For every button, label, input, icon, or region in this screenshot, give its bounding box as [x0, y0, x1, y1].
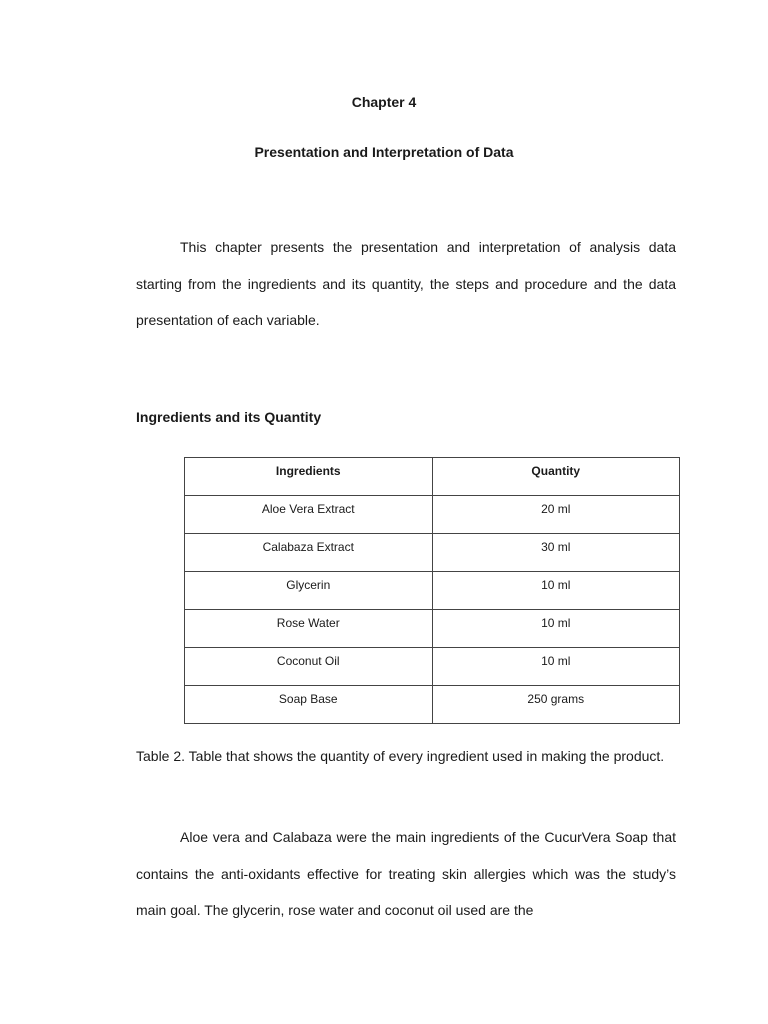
section-heading: Ingredients and its Quantity: [136, 409, 322, 425]
table-row: [185, 648, 680, 686]
table-row: [185, 534, 680, 572]
table-header-row: [185, 458, 680, 496]
ingredient-cell: Calabaza Extract: [185, 534, 433, 572]
quantity-cell: 10 ml: [432, 610, 679, 648]
quantity-cell: 250 grams: [432, 686, 679, 724]
table-row: [185, 496, 680, 534]
ingredients-table: [184, 457, 680, 724]
table-row: [185, 610, 680, 648]
quantity-cell: 20 ml: [432, 496, 679, 534]
table-row: [185, 572, 680, 610]
ingredient-cell: Coconut Oil: [185, 648, 433, 686]
ingredient-cell: Soap Base: [185, 686, 433, 724]
column-header-quantity: Quantity: [432, 458, 679, 496]
body-paragraph: Aloe vera and Calabaza were the main ingredients of the CucurVera Soap that contains the anti-oxidants effective for treating skin allergies which was the study’s main goal. The glycerin, rose water and coconut oil used are the: [136, 829, 676, 918]
ingredient-cell: Rose Water: [185, 610, 433, 648]
quantity-cell: 10 ml: [432, 572, 679, 610]
quantity-cell: 10 ml: [432, 648, 679, 686]
quantity-cell: 30 ml: [432, 534, 679, 572]
column-header-ingredients: Ingredients: [185, 458, 433, 496]
chapter-heading: Chapter 4: [351, 94, 417, 110]
page-title: Presentation and Interpretation of Data: [254, 144, 514, 160]
table-row: [185, 686, 680, 724]
table-caption: Table 2. Table that shows the quantity of every ingredient used in making the product.: [136, 748, 665, 764]
ingredient-cell: Aloe Vera Extract: [185, 496, 433, 534]
ingredient-cell: Glycerin: [185, 572, 433, 610]
intro-paragraph: This chapter presents the presentation and interpretation of analysis data starting from the ingredients and its quantity, the steps and procedure and the data presentation of each variable.: [136, 239, 676, 328]
